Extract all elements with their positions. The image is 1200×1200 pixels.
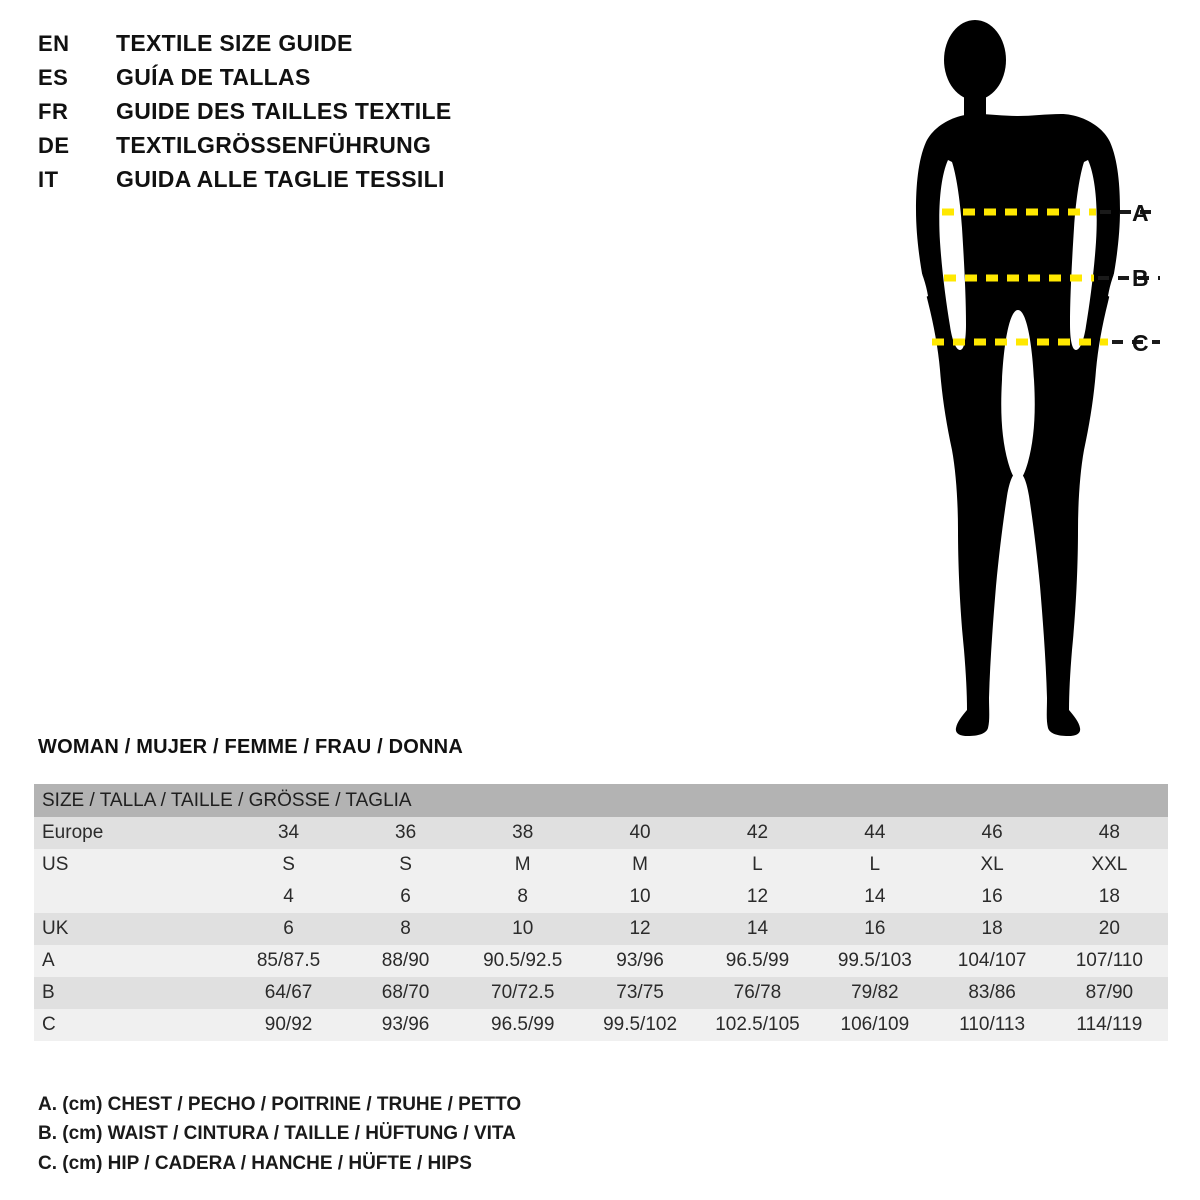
table-row [34, 913, 1168, 945]
title-row [38, 64, 638, 98]
title-text: GUIDA ALLE TAGLIE TESSILI [116, 166, 445, 192]
table-cell: 88/90 [347, 945, 464, 977]
table-cell: 12 [699, 881, 816, 913]
table-cell: L [699, 849, 816, 881]
table-cell: 107/110 [1051, 945, 1168, 977]
table-cell: 10 [581, 881, 698, 913]
table-cell: 76/78 [699, 977, 816, 1009]
table-cell: 20 [1051, 913, 1168, 945]
footnote-chest: A. (cm) CHEST / PECHO / POITRINE / TRUHE / PETTO [38, 1094, 522, 1115]
table-cell: S [230, 849, 347, 881]
table-cell: 110/113 [934, 1009, 1051, 1041]
table-cell: 85/87.5 [230, 945, 347, 977]
table-cell: 102.5/105 [699, 1009, 816, 1041]
title-text: GUIDE DES TAILLES TEXTILE [116, 98, 452, 124]
title-language-code: IT [38, 167, 59, 192]
title-row [38, 98, 638, 132]
female-body-figure [860, 10, 1190, 740]
table-row [34, 977, 1168, 1009]
table-header-label: SIZE / TALLA / TAILLE / GRÖSSE / TAGLIA [34, 784, 1168, 817]
table-cell: 6 [230, 913, 347, 945]
table-cell: 8 [464, 881, 581, 913]
table-row [34, 849, 1168, 881]
footnote-waist: B. (cm) WAIST / CINTURA / TAILLE / HÜFTUNG / VITA [38, 1123, 516, 1145]
table-row [34, 881, 1168, 913]
size-table [34, 784, 1168, 1041]
footnote-hip: C. (cm) HIP / CADERA / HANCHE / HÜFTE / HIPS [38, 1152, 472, 1174]
row-label: B [34, 977, 230, 1009]
table-cell: 90.5/92.5 [464, 945, 581, 977]
footnotes [38, 1090, 938, 1178]
table-cell: 68/70 [347, 977, 464, 1009]
table-cell: 34 [230, 817, 347, 849]
row-label: UK [34, 913, 230, 945]
table-cell: 96.5/99 [464, 1009, 581, 1041]
table-cell: 93/96 [347, 1009, 464, 1041]
table-cell: 87/90 [1051, 977, 1168, 1009]
table-cell: 48 [1051, 817, 1168, 849]
table-cell: 16 [816, 913, 933, 945]
section-heading-woman: WOMAN / MUJER / FEMME / FRAU / DONNA [38, 736, 463, 758]
title-language-code: DE [38, 133, 70, 158]
table-row [34, 817, 1168, 849]
table-cell: 18 [934, 913, 1051, 945]
table-cell: 8 [347, 913, 464, 945]
table-cell: 96.5/99 [699, 945, 816, 977]
row-label: C [34, 1009, 230, 1041]
table-cell: 90/92 [230, 1009, 347, 1041]
table-cell: XL [934, 849, 1051, 881]
table-cell: 46 [934, 817, 1051, 849]
table-cell: 114/119 [1051, 1009, 1168, 1041]
table-cell: 10 [464, 913, 581, 945]
table-cell: 16 [934, 881, 1051, 913]
table-cell: M [581, 849, 698, 881]
table-cell: L [816, 849, 933, 881]
title-row [38, 166, 638, 200]
table-cell: 79/82 [816, 977, 933, 1009]
table-cell: 99.5/102 [581, 1009, 698, 1041]
title-text: TEXTILGRÖSSENFÜHRUNG [116, 132, 432, 158]
title-row [38, 132, 638, 166]
row-label: A [34, 945, 230, 977]
table-cell: M [464, 849, 581, 881]
table-cell: 14 [816, 881, 933, 913]
title-text: GUÍA DE TALLAS [116, 64, 311, 90]
table-cell: 70/72.5 [464, 977, 581, 1009]
table-cell: 12 [581, 913, 698, 945]
row-label: US [34, 849, 230, 881]
table-cell: XXL [1051, 849, 1168, 881]
table-row [34, 945, 1168, 977]
measure-label-b: B [1132, 265, 1149, 291]
measure-label-c: C [1132, 330, 1149, 356]
table-cell: 73/75 [581, 977, 698, 1009]
table-cell: 6 [347, 881, 464, 913]
title-text: TEXTILE SIZE GUIDE [116, 30, 353, 56]
table-cell: 38 [464, 817, 581, 849]
table-cell: 4 [230, 881, 347, 913]
table-cell: 83/86 [934, 977, 1051, 1009]
table-cell: 44 [816, 817, 933, 849]
table-row [34, 1009, 1168, 1041]
table-cell: 99.5/103 [816, 945, 933, 977]
table-cell: 36 [347, 817, 464, 849]
table-cell: 42 [699, 817, 816, 849]
title-row [38, 30, 638, 64]
body-silhouette [916, 20, 1120, 736]
table-cell: S [347, 849, 464, 881]
table-cell: 40 [581, 817, 698, 849]
title-language-code: ES [38, 65, 69, 90]
title-language-code: EN [38, 31, 70, 56]
title-block [38, 30, 638, 200]
table-cell: 93/96 [581, 945, 698, 977]
table-cell: 14 [699, 913, 816, 945]
table-cell: 18 [1051, 881, 1168, 913]
title-language-code: FR [38, 99, 69, 124]
row-label [34, 881, 230, 913]
row-label: Europe [34, 817, 230, 849]
measure-label-a: A [1132, 200, 1149, 226]
table-cell: 106/109 [816, 1009, 933, 1041]
table-header-row [34, 784, 1168, 817]
table-cell: 104/107 [934, 945, 1051, 977]
table-cell: 64/67 [230, 977, 347, 1009]
